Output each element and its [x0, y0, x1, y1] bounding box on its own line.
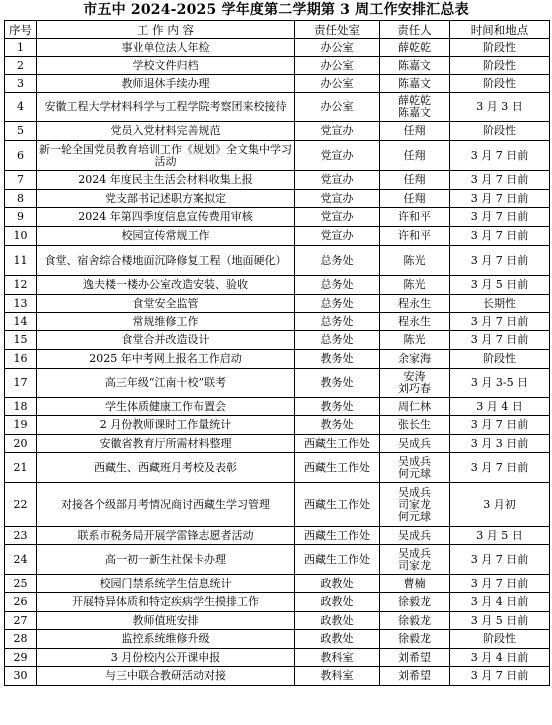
- dept-cell: 教务处: [295, 369, 380, 398]
- table-row: [5, 295, 550, 313]
- table-row: [5, 141, 550, 171]
- person-cell: [380, 369, 450, 398]
- task-cell: 新一轮全国党员教育培训工作《规划》全文集中学习活动: [37, 141, 295, 171]
- time-cell: 3 月 7 日前: [450, 575, 550, 593]
- time-cell: 3 月 3-5 日: [450, 369, 550, 398]
- task-cell: 对接各个级部月考情况商讨西藏生学习管理: [37, 483, 295, 527]
- task-cell: 食堂合并改造设计: [37, 331, 295, 350]
- dept-cell: 政教处: [295, 593, 380, 612]
- task-cell: 2025 年中考网上报名工作启动: [37, 350, 295, 369]
- row-number: 28: [5, 630, 37, 649]
- dept-cell: 党宣办: [295, 122, 380, 141]
- person-name: 陈嘉文: [398, 106, 431, 119]
- table-row: [5, 122, 550, 141]
- task-cell: 党员入党材料完善规范: [37, 122, 295, 141]
- row-number: 16: [5, 350, 37, 369]
- person-name: 吴成兵: [398, 436, 431, 450]
- dept-cell: 政教处: [295, 630, 380, 649]
- person-name: 刘巧春: [398, 382, 431, 395]
- row-number: 21: [5, 453, 37, 483]
- task-cell: 党支部书记述职方案拟定: [37, 190, 295, 208]
- person-name: 程永生: [398, 314, 431, 328]
- table-row: [5, 435, 550, 453]
- person-name: 周仁林: [398, 399, 431, 413]
- task-cell: 事业单位法人年检: [37, 39, 295, 57]
- task-cell: 常规维修工作: [37, 313, 295, 331]
- person-cell: [380, 575, 450, 593]
- dept-cell: 总务处: [295, 246, 380, 276]
- dept-cell: 教科室: [295, 667, 380, 686]
- row-number: 19: [5, 416, 37, 435]
- person-name: 安涛: [403, 370, 426, 383]
- person-name: 程永生: [398, 296, 431, 310]
- row-number: 15: [5, 331, 37, 350]
- task-cell: 安徽工程大学材料科学与工程学院考察团来校接待: [37, 93, 295, 122]
- time-cell: 3 月 7 日前: [450, 246, 550, 276]
- person-cell: [380, 667, 450, 686]
- table-row: [5, 190, 550, 208]
- person-name: 陈光: [403, 253, 426, 267]
- person-cell: [380, 612, 450, 630]
- time-cell: 3 月 7 日前: [450, 141, 550, 171]
- dept-cell: 总务处: [295, 331, 380, 350]
- row-number: 3: [5, 75, 37, 93]
- table-row: [5, 545, 550, 575]
- row-number: 22: [5, 483, 37, 527]
- person-cell: [380, 435, 450, 453]
- time-cell: 3 月 4 日前: [450, 649, 550, 667]
- dept-cell: 办公室: [295, 57, 380, 75]
- document-title: 市五中 2024-2025 学年度第二学期第 3 周工作安排汇总表: [83, 2, 469, 18]
- person-name: 陈光: [403, 278, 426, 291]
- task-cell: 食堂安全监管: [37, 295, 295, 313]
- dept-cell: 办公室: [295, 39, 380, 57]
- dept-cell: 办公室: [295, 93, 380, 122]
- time-cell: 阶段性: [450, 39, 550, 57]
- person-cell: [380, 276, 450, 295]
- dept-cell: 西藏生工作处: [295, 483, 380, 527]
- time-cell: 阶段性: [450, 75, 550, 93]
- person-name: 张长生: [398, 418, 431, 431]
- time-cell: 3 月初: [450, 483, 550, 527]
- person-cell: [380, 122, 450, 141]
- time-cell: 3 月 5 日前: [450, 612, 550, 630]
- table-body: [5, 39, 550, 686]
- table-row: [5, 630, 550, 649]
- task-cell: 2 月份教师课时工作量统计: [37, 416, 295, 435]
- person-cell: [380, 190, 450, 208]
- task-cell: 逸夫楼一楼办公室改造安装、验收: [37, 276, 295, 295]
- person-cell: [380, 227, 450, 246]
- row-number: 13: [5, 295, 37, 313]
- dept-cell: 党宣办: [295, 227, 380, 246]
- person-name: 刘希望: [398, 650, 431, 664]
- person-name: 陈嘉文: [398, 58, 431, 72]
- person-name: 吴成兵: [398, 454, 431, 468]
- person-name: 徐毅龙: [398, 613, 431, 627]
- table-row: [5, 57, 550, 75]
- task-cell: 校园宣传常规工作: [37, 227, 295, 246]
- task-cell: 教师值班安排: [37, 612, 295, 630]
- time-cell: 3 月 7 日前: [450, 331, 550, 350]
- person-cell: [380, 75, 450, 93]
- task-cell: 校园门禁系统学生信息统计: [37, 575, 295, 593]
- time-cell: 3 月 7 日前: [450, 667, 550, 686]
- row-number: 8: [5, 190, 37, 208]
- task-cell: 高三年级“江南十校”联考: [37, 369, 295, 398]
- dept-cell: 教务处: [295, 416, 380, 435]
- person-name: 徐毅龙: [398, 632, 431, 645]
- person-cell: [380, 208, 450, 227]
- row-number: 27: [5, 612, 37, 630]
- person-name: 吴成兵: [398, 546, 431, 560]
- task-cell: 教师退休手续办理: [37, 75, 295, 93]
- person-cell: [380, 398, 450, 416]
- row-number: 5: [5, 122, 37, 141]
- dept-cell: 教务处: [295, 350, 380, 369]
- table-row: [5, 649, 550, 667]
- time-cell: 3 月 3 日: [450, 93, 550, 122]
- time-cell: 阶段性: [450, 57, 550, 75]
- row-number: 25: [5, 575, 37, 593]
- person-name: 薛乾乾: [398, 40, 431, 54]
- person-cell: [380, 350, 450, 369]
- table-row: [5, 453, 550, 483]
- dept-cell: 政教处: [295, 612, 380, 630]
- dept-cell: 政教处: [295, 575, 380, 593]
- time-cell: 3 月 7 日前: [450, 227, 550, 246]
- person-cell: [380, 39, 450, 57]
- task-cell: 安徽省教育厅所需材料整理: [37, 435, 295, 453]
- dept-cell: 总务处: [295, 295, 380, 313]
- person-name: 司家龙: [398, 497, 431, 511]
- table-row: [5, 75, 550, 93]
- table-row: [5, 39, 550, 57]
- row-number: 23: [5, 527, 37, 545]
- table-row: [5, 227, 550, 246]
- dept-cell: 总务处: [295, 276, 380, 295]
- time-cell: 3 月 4 日前: [450, 593, 550, 612]
- task-cell: 开展特异体质和特定疾病学生摸排工作: [37, 593, 295, 612]
- table-row: [5, 416, 550, 435]
- task-cell: 食堂、宿舍综合楼地面沉降修复工程（地面硬化）: [37, 246, 295, 276]
- row-number: 24: [5, 545, 37, 575]
- time-cell: 3 月 7 日前: [450, 190, 550, 208]
- row-number: 7: [5, 171, 37, 190]
- dept-cell: 西藏生工作处: [295, 453, 380, 483]
- table-row: [5, 483, 550, 527]
- row-number: 1: [5, 39, 37, 57]
- person-cell: [380, 295, 450, 313]
- person-cell: [380, 93, 450, 122]
- time-cell: 阶段性: [450, 630, 550, 649]
- person-name: 薛乾乾: [398, 94, 431, 107]
- row-number: 6: [5, 141, 37, 171]
- header-dept: 责任处室: [295, 21, 380, 39]
- row-number: 29: [5, 649, 37, 667]
- person-name: 徐毅龙: [398, 595, 431, 608]
- dept-cell: 总务处: [295, 313, 380, 331]
- dept-cell: 党宣办: [295, 208, 380, 227]
- person-cell: [380, 483, 450, 527]
- row-number: 4: [5, 93, 37, 122]
- time-cell: 3 月 7 日前: [450, 453, 550, 483]
- person-name: 吴成兵: [398, 485, 431, 499]
- task-cell: 监控系统维修升级: [37, 630, 295, 649]
- person-name: 任翔: [403, 124, 426, 137]
- dept-cell: 教科室: [295, 649, 380, 667]
- time-cell: 3 月 7 日前: [450, 171, 550, 190]
- task-cell: 3 月份校内公开课申报: [37, 649, 295, 667]
- table-row: [5, 369, 550, 398]
- task-cell: 与三中联合教研活动对接: [37, 667, 295, 686]
- table-row: [5, 331, 550, 350]
- row-number: 14: [5, 313, 37, 331]
- time-cell: 3 月 7 日前: [450, 208, 550, 227]
- person-name: 任翔: [403, 173, 426, 186]
- dept-cell: 教务处: [295, 398, 380, 416]
- time-cell: 3 月 7 日前: [450, 545, 550, 575]
- person-cell: [380, 331, 450, 350]
- time-cell: 3 月 7 日前: [450, 416, 550, 435]
- row-number: 26: [5, 593, 37, 612]
- time-cell: 阶段性: [450, 122, 550, 141]
- task-cell: 2024 年度民主生活会材料收集上报: [37, 171, 295, 190]
- person-cell: [380, 313, 450, 331]
- work-schedule-table: [4, 20, 550, 686]
- task-cell: 2024 年第四季度信息宣传费用审核: [37, 208, 295, 227]
- time-cell: 阶段性: [450, 350, 550, 369]
- person-name: 许和平: [398, 210, 431, 223]
- person-cell: [380, 57, 450, 75]
- row-number: 30: [5, 667, 37, 686]
- dept-cell: 办公室: [295, 75, 380, 93]
- header-task: 工 作 内 容: [37, 21, 295, 39]
- person-name: 陈嘉文: [398, 76, 431, 90]
- task-cell: 联系市税务局开展学雷锋志愿者活动: [37, 527, 295, 545]
- person-cell: [380, 141, 450, 171]
- dept-cell: 西藏生工作处: [295, 435, 380, 453]
- table-row: [5, 398, 550, 416]
- task-cell: 学生体质健康工作布置会: [37, 398, 295, 416]
- person-name: 司家龙: [398, 558, 431, 572]
- time-cell: 长期性: [450, 295, 550, 313]
- time-cell: 3 月 5 日前: [450, 276, 550, 295]
- person-cell: [380, 246, 450, 276]
- header-person: 责任人: [380, 21, 450, 39]
- dept-cell: 西藏生工作处: [295, 545, 380, 575]
- table-row: [5, 171, 550, 190]
- task-cell: 西藏生、西藏班月考校及表彰: [37, 453, 295, 483]
- person-cell: [380, 171, 450, 190]
- header-time: 时间和地点: [450, 21, 550, 39]
- person-name: 曹楠: [403, 576, 426, 590]
- row-number: 11: [5, 246, 37, 276]
- person-name: 何元球: [398, 466, 431, 480]
- row-number: 10: [5, 227, 37, 246]
- table-row: [5, 575, 550, 593]
- table-row: [5, 667, 550, 686]
- time-cell: 3 月 5 日: [450, 527, 550, 545]
- person-name: 陈光: [403, 333, 426, 346]
- row-number: 2: [5, 57, 37, 75]
- table-row: [5, 350, 550, 369]
- table-row: [5, 612, 550, 630]
- task-cell: 高一初一新生社保卡办理: [37, 545, 295, 575]
- person-name: 任翔: [403, 191, 426, 205]
- dept-cell: 党宣办: [295, 171, 380, 190]
- person-cell: [380, 649, 450, 667]
- row-number: 17: [5, 369, 37, 398]
- person-name: 余家海: [398, 352, 431, 365]
- person-name: 何元球: [398, 509, 431, 523]
- table-header-row: [5, 21, 550, 39]
- time-cell: 3 月 3 日前: [450, 435, 550, 453]
- table-row: [5, 593, 550, 612]
- person-cell: [380, 453, 450, 483]
- table-row: [5, 527, 550, 545]
- person-cell: [380, 630, 450, 649]
- table-row: [5, 208, 550, 227]
- row-number: 20: [5, 435, 37, 453]
- person-cell: [380, 416, 450, 435]
- time-cell: 3 月 4 日: [450, 398, 550, 416]
- header-no: 序号: [5, 21, 37, 39]
- table-row: [5, 313, 550, 331]
- person-name: 许和平: [398, 229, 431, 242]
- person-name: 吴成兵: [398, 528, 431, 542]
- table-row: [5, 276, 550, 295]
- task-cell: 学校文件归档: [37, 57, 295, 75]
- time-cell: 3 月 7 日前: [450, 313, 550, 331]
- person-cell: [380, 593, 450, 612]
- person-name: 任翔: [403, 148, 426, 162]
- row-number: 18: [5, 398, 37, 416]
- person-cell: [380, 545, 450, 575]
- row-number: 12: [5, 276, 37, 295]
- dept-cell: 党宣办: [295, 190, 380, 208]
- dept-cell: 西藏生工作处: [295, 527, 380, 545]
- dept-cell: 党宣办: [295, 141, 380, 171]
- row-number: 9: [5, 208, 37, 227]
- table-row: [5, 93, 550, 122]
- person-cell: [380, 527, 450, 545]
- table-row: [5, 246, 550, 276]
- person-name: 刘希望: [398, 669, 431, 682]
